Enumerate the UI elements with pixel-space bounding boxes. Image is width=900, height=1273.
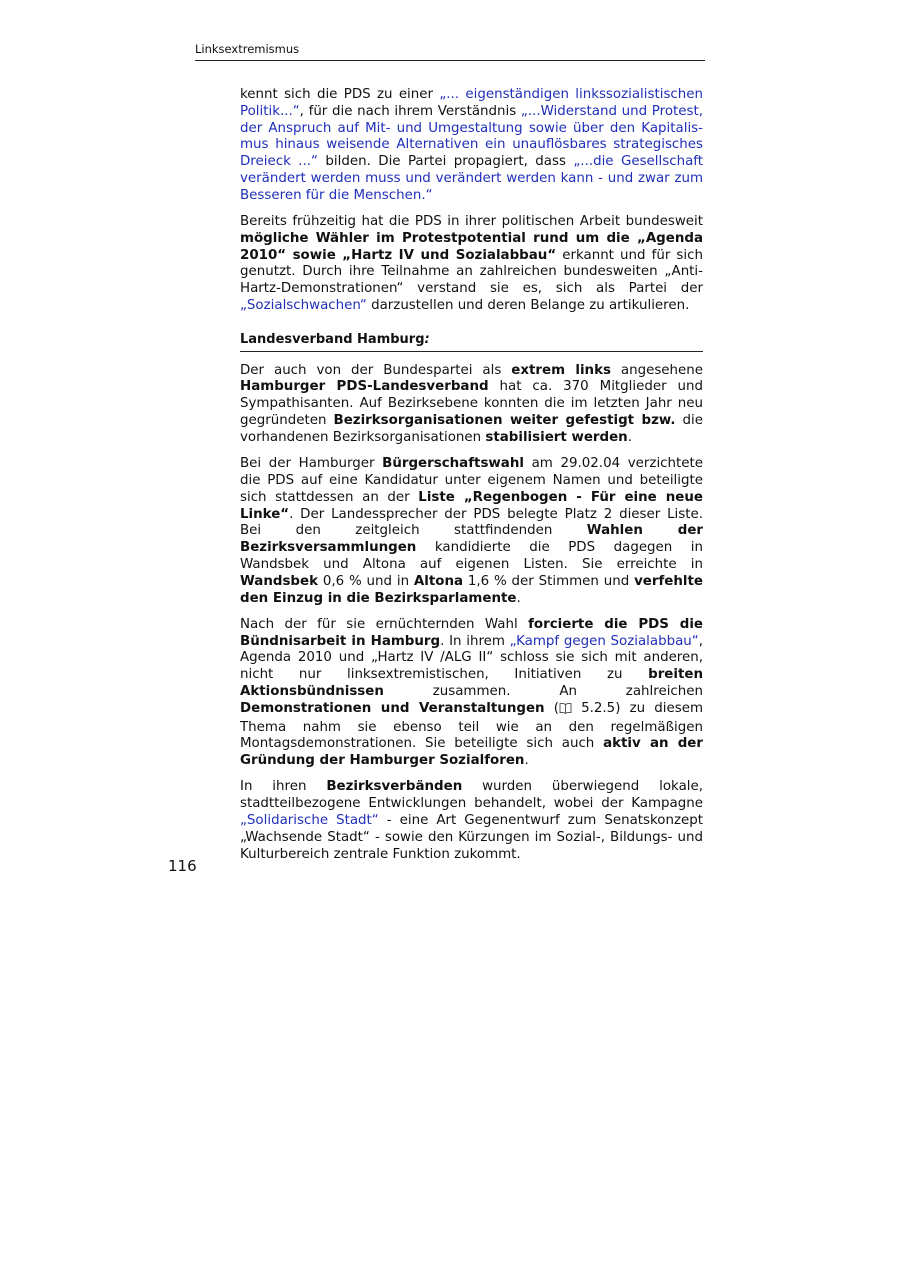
text-run: die vorhandenen Bezirksorganisationen	[240, 413, 703, 445]
running-title: Linksextremismus	[195, 42, 300, 56]
paragraph-protest-potential	[240, 214, 703, 315]
text-run: In ihren	[240, 779, 327, 795]
bold-text: Bürgerschaftswahl	[382, 456, 524, 472]
paragraph-buergerschaftswahl	[240, 456, 703, 607]
text-run: darzustellen und deren Belange zu artikulieren.	[366, 298, 690, 314]
quote-text: „...Widerstand und Protest, der Anspruch auf Mit- und Umgestaltung sowie über den Kapitalismus hinaus weisende Alternativen ein unauflösbares strategisches Dreieck ...“	[240, 103, 703, 170]
text-run: angesehene	[610, 362, 704, 378]
quote-text: „... eigenständigen linkssozialistischen Politik...“	[240, 87, 703, 119]
bold-text: Demonstrationen und Veranstaltungen	[240, 700, 545, 716]
text-run: kandidierte die PDS dagegen in Wandsbek und Altona auf eigenen Listen. Sie erreichte in	[240, 540, 703, 572]
text-run: kennt sich die PDS zu einer	[240, 87, 440, 102]
text-run: erkannt und für sich genutzt. Durch ihre Teilnahme an zahlreichen bundesweiten „Anti-Hartz-Demonstrationen“ verstand sie es, sich als Partei der	[240, 247, 703, 297]
text-run: .	[627, 429, 632, 445]
bold-text: forcierte die PDS die Bündnisarbeit in Hamburg	[240, 616, 703, 649]
document-body	[240, 87, 703, 873]
paragraph-bezirksverbaende	[240, 779, 703, 863]
bold-text: Altona	[413, 573, 464, 589]
text-run: Bei der Hamburger	[240, 456, 383, 472]
text-run: 5.2.5) zu diesem Thema nahm sie ebenso teil wie an den regelmäßigen Montagsdemonstrationen. Sie beteiligte sich auch	[240, 700, 703, 752]
text-run: - eine Art Gegenentwurf zum Senatskonzept „Wachsende Stadt“ - sowie den Kürzungen im Sozial-, Bildungs- und Kulturbereich zentrale Funktion zukommt.	[240, 813, 704, 862]
text-run: 0,6 % und in	[318, 573, 414, 589]
text-run: Nach der für sie ernüchternden Wahl	[240, 616, 529, 632]
text-run: .	[524, 753, 529, 769]
bold-text: Hamburger PDS-Landesverband	[240, 379, 489, 395]
quote-text: „Sozialschwachen“	[240, 298, 367, 314]
bold-text: verfehlte den Einzug in die Bezirksparlamente	[240, 573, 703, 606]
page-number: 116	[168, 857, 197, 875]
paragraph-landesverband	[240, 363, 703, 447]
text-run: Der auch von der Bundespartei als	[240, 362, 512, 378]
text-run: .	[516, 590, 521, 606]
bold-text: breiten Aktionsbündnissen	[240, 667, 703, 699]
text-run: 1,6 % der Stimmen und	[463, 573, 635, 589]
section-heading	[240, 332, 703, 352]
text-run: zusammen. An zahlreichen	[383, 684, 703, 699]
text-run: , Agenda 2010 und „Hartz IV /ALG II“ schloss sie sich mit anderen, nicht nur linksextremistischen, Initiativen zu	[240, 633, 704, 683]
section-heading-text: Landesverband Hamburg	[240, 331, 425, 347]
bold-text: extrem links	[511, 362, 611, 378]
text-run: , für die nach ihrem Verständnis	[299, 103, 521, 119]
text-run: . Der Landessprecher der PDS belegte Platz 2 dieser Liste. Bei den zeitgleich stattfindenden	[240, 506, 703, 539]
bold-text: Bezirksverbänden	[326, 779, 463, 795]
bold-text: Wahlen der Bezirksversammlungen	[240, 523, 704, 556]
quote-text: „Kampf gegen Sozialabbau“	[509, 633, 699, 649]
text-run: bilden. Die Partei propagiert, dass	[317, 154, 574, 170]
text-run: wurden überwiegend lokale, stadtteilbezogene Entwicklungen behandelt, wobei der Kampagne	[240, 779, 703, 812]
bold-text: Bezirksorganisationen weiter gefestigt bzw.	[333, 413, 676, 429]
bold-text: mögliche Wähler im Protestpotential rund um die „Agenda 2010“ sowie „Hartz IV und Sozialabbau“	[240, 230, 703, 263]
text-run: hat ca. 370 Mitglieder und Sympathisanten. Auf Bezirksebene konnten die im letzten Jahr neu gegründeten	[240, 379, 704, 429]
text-run: (	[544, 700, 559, 716]
bold-text: stabilisiert werden	[485, 429, 628, 445]
running-header	[195, 42, 705, 61]
quote-text: „...die Gesellschaft verändert werden muss und verändert werden kann - und zwar zum Besseren für die Menschen.“	[240, 154, 703, 203]
text-run: am 29.02.04 verzichtete die PDS auf eine Kandidatur unter eigenem Namen und beteiligte sich stattdessen an der	[240, 456, 703, 505]
bold-text: Wandsbek	[240, 573, 318, 589]
bold-text: aktiv an der Gründung der Hamburger Sozialforen	[240, 736, 703, 769]
book-reference-icon	[559, 702, 572, 720]
paragraph-pds-self-image	[240, 87, 703, 205]
section-heading-suffix: :	[424, 331, 430, 347]
quote-text: „Solidarische Stadt“	[240, 813, 379, 829]
text-run: Bereits frühzeitig hat die PDS in ihrer politischen Arbeit bundesweit	[240, 214, 703, 230]
paragraph-buendnisarbeit	[240, 617, 703, 770]
bold-text: Liste „Regenbogen - Für eine neue Linke“	[240, 489, 703, 522]
text-run: . In ihrem	[440, 633, 510, 649]
